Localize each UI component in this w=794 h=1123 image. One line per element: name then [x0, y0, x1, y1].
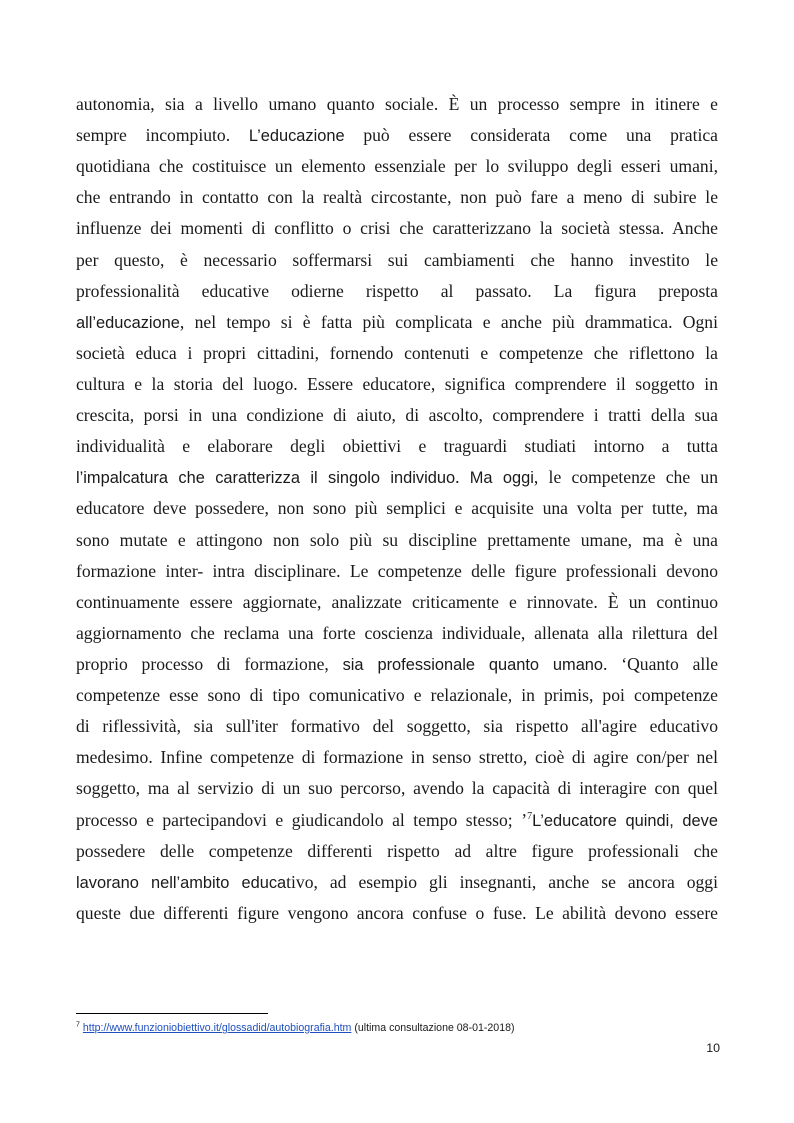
highlighted-term: Ma oggi — [469, 469, 534, 488]
text-line: continuamente essere aggiornate, analizzate criticamente e rinnovate. È un continuo — [76, 591, 718, 612]
body-paragraph — [76, 89, 718, 929]
text-line: lavorano nell’ambito educativo, ad esempio gli insegnanti, anche se ancora oggi — [76, 871, 718, 892]
highlighted-term: L’educatore quindi, deve — [532, 811, 718, 830]
text-line: quotidiana che costituisce un elemento essenziale per lo sviluppo degli esseri umani, — [76, 156, 718, 177]
text-line: cultura e la storia del luogo. Essere educatore, significa comprendere il soggetto in — [76, 373, 718, 394]
text-line: società educa i propri cittadini, fornendo contenuti e competenze che riflettono la — [76, 342, 718, 363]
text-line: competenze esse sono di tipo comunicativo e relazionale, in primis, poi competenze — [76, 685, 718, 706]
footnote — [76, 1021, 736, 1035]
footnote-separator — [76, 1013, 268, 1014]
highlighted-term: sia professionale quanto umano — [342, 655, 604, 674]
text-line: queste due differenti figure vengono ancora confuse o fuse. Le abilità devono essere — [76, 902, 718, 923]
text-line: crescita, porsi in una condizione di aiuto, di ascolto, comprendere i tratti della sua — [76, 405, 718, 426]
text-line: di riflessività, sia sull'iter formativo del soggetto, sia rispetto all'agire educativo — [76, 716, 718, 737]
text-line: processo e partecipandovi e giudicandolo al tempo stesso; ’$^7$L’educatore quindi, deve — [76, 809, 718, 830]
text-line: medesimo. Infine competenze di formazione in senso stretto, cioè di agire con/per nel — [76, 747, 718, 768]
highlighted-term: lavorano nell’ambito educa — [76, 873, 287, 892]
text-line: sono mutate e attingono non solo più su discipline prettamente umane, ma è una — [76, 529, 718, 550]
highlighted-term: all’educazione — [76, 313, 180, 332]
text-line: professionalità educative odierne rispetto al passato. La figura preposta — [76, 280, 718, 301]
footnote-mark: 7 — [76, 1021, 80, 1029]
text-line: l’impalcatura che caratterizza il singolo individuo. Ma oggi, le competenze che un — [76, 467, 719, 488]
text-line: sempre incompiuto. L’educazione può essere considerata come una pratica — [76, 125, 718, 146]
page-number: 10 — [706, 1041, 720, 1055]
text-line: soggetto, ma al servizio di un suo percorso, avendo la capacità di interagire con quel — [76, 778, 718, 799]
text-line: aggiornamento che reclama una forte coscienza individuale, allenata alla rilettura del — [76, 622, 718, 643]
text-line: influenze dei momenti di conflitto o crisi che caratterizzano la società stessa. Anche — [76, 218, 718, 239]
text-line: per questo, è necessario soffermarsi sui cambiamenti che hanno investito le — [76, 249, 718, 270]
text-line: autonomia, sia a livello umano quanto sociale. È un processo sempre in itinere e — [76, 94, 718, 114]
text-line: educatore deve possedere, non sono più semplici e acquisite una volta per tutte, ma — [76, 498, 718, 519]
footnote-note: (ultima consultazione 08-01-2018) — [351, 1022, 515, 1034]
highlighted-term: L’educazione — [248, 127, 345, 146]
highlighted-term: l’impalcatura che caratterizza il singolo individuo — [76, 469, 456, 488]
text-line: individualità e elaborare degli obiettivi e traguardi studiati intorno a tutta — [76, 436, 718, 457]
text-line: possedere delle competenze differenti rispetto ad altre figure professionali che — [76, 840, 718, 861]
text-line: proprio processo di formazione, sia professionale quanto umano. ‘Quanto alle — [76, 653, 719, 674]
footnote-link[interactable]: http://www.funzioniobiettivo.it/glossadid/autobiografia.htm — [82, 1022, 352, 1034]
text-line: formazione inter- intra disciplinare. Le competenze delle figure professionali devono — [76, 560, 718, 581]
text-line: all’educazione, nel tempo si è fatta più complicata e anche più drammatica. Ogni — [76, 311, 718, 332]
text-line: che entrando in contatto con la realtà circostante, non può fare a meno di subire le — [76, 187, 718, 208]
footnote-reference: 7 — [527, 810, 533, 822]
